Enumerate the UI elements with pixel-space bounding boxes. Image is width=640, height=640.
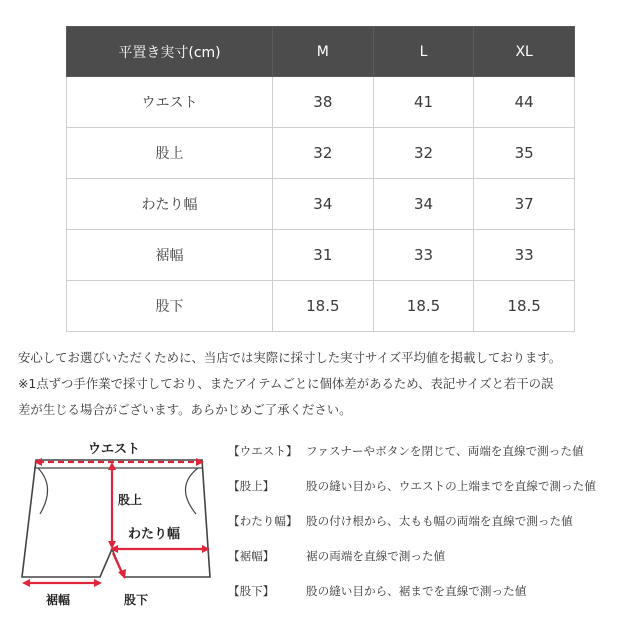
rise-label: 股上 [118,493,143,507]
table-cell: 32 [273,128,374,179]
row-label-waist: ウエスト [67,77,273,128]
row-label-hem: 裾幅 [67,230,273,281]
table-cell: 31 [273,230,374,281]
row-label-rise: 股上 [67,128,273,179]
hem-arrowhead-left [22,579,30,587]
size-table-header-row [67,27,575,77]
table-cell: 18.5 [474,281,575,332]
hem-label: 裾幅 [45,593,71,607]
legend-term: 【ウエスト】 [228,444,298,458]
table-row [67,281,575,332]
legend-description: ファスナーやボタンを閉じて、両端を直線で測った値 [306,444,584,458]
header-measurement: 平置き実寸(cm) [67,27,273,77]
table-row [67,128,575,179]
table-cell: 33 [373,230,474,281]
legend-description: 股の縫い目から、ウエストの上端までを直線で測った値 [306,479,596,493]
inseam-arrowhead [118,569,126,579]
table-cell: 41 [373,77,474,128]
thigh-label: わたり幅 [128,527,181,542]
legend-term: 【股下】 [228,584,275,598]
legend-term: 【わたり幅】 [228,514,298,528]
header-size-m: M [273,27,374,77]
table-row [67,77,575,128]
table-cell: 34 [373,179,474,230]
table-cell: 35 [474,128,575,179]
legend-item [228,443,633,478]
legend-term: 【裾幅】 [228,549,275,563]
inseam-label: 股下 [123,593,149,607]
table-cell: 33 [474,230,575,281]
waist-label: ウエスト [87,442,141,457]
table-cell: 32 [373,128,474,179]
measurement-legend [228,443,633,618]
legend-description: 裾の両端を直線で測った値 [306,549,446,563]
note-line: 差が生じる場合がございます。あらかじめご了承ください。 [18,402,352,417]
note-line: 安心してお選びいただくために、当店では実際に採寸した実寸サイズ平均値を掲載しております。 [18,350,562,365]
row-label-thigh: わたり幅 [67,179,273,230]
legend-description: 股の付け根から、太もも幅の両端を直線で測った値 [306,514,573,528]
table-cell: 38 [273,77,374,128]
table-cell: 37 [474,179,575,230]
header-size-xl: XL [474,27,575,77]
table-cell: 34 [273,179,374,230]
legend-item [228,583,633,618]
size-table [66,26,575,332]
row-label-inseam: 股下 [67,281,273,332]
legend-item [228,548,633,583]
table-cell: 18.5 [273,281,374,332]
table-cell: 44 [474,77,575,128]
table-cell: 18.5 [373,281,474,332]
table-row [67,179,575,230]
legend-term: 【股上】 [228,479,275,493]
legend-item [228,513,633,548]
header-size-l: L [373,27,474,77]
legend-item [228,478,633,513]
legend-description: 股の縫い目から、裾までを直線で測った値 [306,584,527,598]
shorts-measurement-diagram [14,432,219,612]
hem-arrowhead-right [94,579,102,587]
table-row [67,230,575,281]
note-line: ※1点ずつ手作業で採寸しており、またアイテムごとに個体差があるため、表記サイズと若干の誤 [18,376,554,391]
sizing-notes [18,345,628,423]
